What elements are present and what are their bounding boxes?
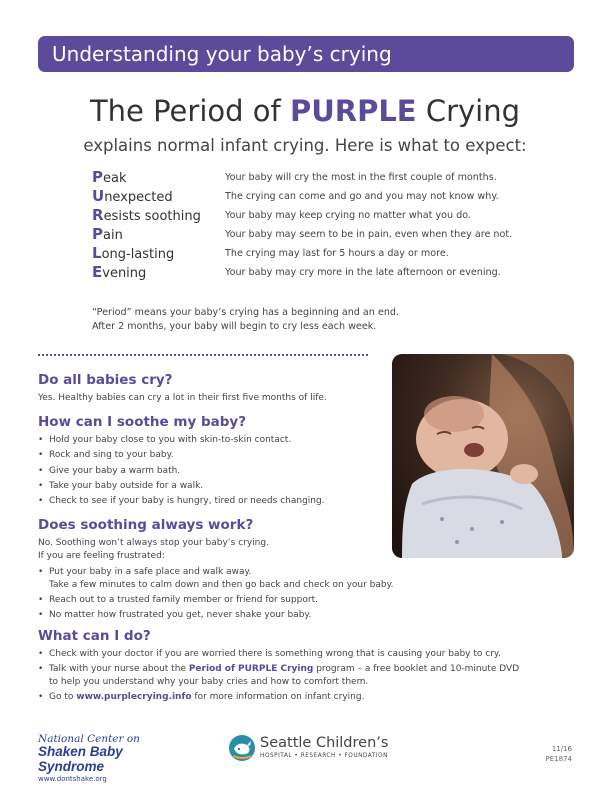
acronym-definition: Your baby will cry the most in the first couple of months. [225,172,497,183]
subtitle: explains normal infant crying. Here is what to expect: [83,136,527,155]
bullet-icon: • [38,664,44,675]
document-date: 11/16 [551,745,572,753]
list-item-text: Reach out to a trusted family member or friend for support. [49,594,318,605]
soothe-list [38,434,325,510]
ncsbs-logo [38,733,188,783]
soothing-work-text [38,537,269,563]
all-babies-cry-text: Yes. Healthy babies can cry a lot in their first five months of life. [38,393,327,403]
note-line: After 2 months, your baby will begin to cry less each week. [92,321,377,332]
heading-what-can-i-do: What can I do? [38,628,151,644]
list-item-text: Talk with your nurse about the [49,664,189,675]
seattle-childrens-name: Seattle Children’s [260,735,389,751]
bullet-icon: • [38,435,44,445]
bullet-icon: • [38,594,44,605]
list-item [38,495,325,508]
list-item [38,648,519,661]
program-name: Period of PURPLE Crying [188,664,314,675]
period-note [92,306,399,334]
what-can-i-do-list [38,648,519,706]
bullet-icon: • [38,496,44,507]
acronym-word: eak [103,171,127,186]
page-title [0,94,610,128]
list-item [38,663,519,688]
acronym-letter: L [92,244,102,262]
list-item-text: Put your baby in a safe place and walk away. [49,567,252,577]
acronym-letter: P [92,168,103,186]
list-item-text: Take your baby outside for a walk. [49,480,204,491]
heading-does-soothing-work: Does soothing always work? [38,517,254,533]
list-item-text: Hold your baby close to you with skin-to-skin contact. [49,435,292,445]
acronym-definition: The crying can come and go and you may not know why. [225,191,499,202]
list-item-text: No matter how frustrated you get, never shake your baby. [49,610,312,621]
title-prefix: The Period of [89,94,290,128]
bullet-icon: • [38,450,44,461]
list-item [38,465,325,478]
acronym-definition: The crying may last for 5 hours a day or more. [225,248,449,259]
paragraph-line: No. Soothing won’t always stop your baby’s crying. [38,538,269,548]
seattle-childrens-whale-logo-icon [228,734,256,762]
acronym-letter: P [92,225,103,243]
frustrated-list [38,566,394,624]
list-item-text: Go to [49,692,77,703]
document-code [546,745,572,764]
bullet-icon: • [38,567,44,577]
acronym-letter: U [92,187,105,205]
list-item-text: Check with your doctor if you are worried there is something wrong that is causing your baby to cry. [49,649,501,659]
ncsbs-url[interactable]: www.dontshake.org [38,775,107,783]
header-banner: Understanding your baby’s crying [38,36,574,72]
acronym-definition: Your baby may cry more in the late afternoon or evening. [225,267,501,278]
acronym-word: ong-lasting [101,247,175,262]
acronym-letter: E [92,263,103,281]
bullet-icon: • [38,480,44,491]
acronym-definition: Your baby may keep crying no matter what you do. [225,210,471,221]
list-item-text: Rock and sing to your baby. [49,450,174,461]
acronym-word: vening [102,266,147,281]
dotted-divider [38,354,368,356]
note-line: “Period” means your baby’s crying has a beginning and an end. [92,307,400,318]
ncsbs-logo-line2: Shaken Baby Syndrome [38,744,123,774]
paragraph-line: If you are feeling frustrated: [38,551,165,561]
list-item-text: for more information on infant crying. [191,692,365,703]
list-item [38,691,519,704]
acronym-definition: Your baby may seem to be in pain, even when they are not. [225,229,513,240]
acronym-word: esists soothing [103,209,201,224]
list-item-text: Take a few minutes to calm down and then go back and check on your baby. [49,579,394,590]
acronym-word: nexpected [104,190,173,205]
title-suffix: Crying [416,94,521,128]
list-item-text: Check to see if your baby is hungry, tired or needs changing. [49,496,325,507]
list-item [38,566,394,591]
title-highlight: PURPLE [289,94,417,128]
list-item [38,480,325,493]
acronym-word: ain [103,228,123,243]
bullet-icon: • [38,610,44,621]
document-number: PE1874 [545,754,572,763]
acronym-letter: R [92,206,104,224]
heading-do-all-babies-cry: Do all babies cry? [38,372,173,388]
list-item [38,609,394,622]
list-item-text: Give your baby a warm bath. [49,465,181,476]
photo-illustration [392,354,574,558]
seattle-childrens-logo [228,734,388,764]
list-item-text: program – a free booklet and 10-minute DVD [313,664,520,675]
bullet-icon: • [38,692,44,703]
list-item [38,449,325,462]
bullet-icon: • [38,649,44,659]
list-item-text: to help you understand why your baby cries and how to comfort them. [49,676,369,687]
ncsbs-logo-line1: National Center on [38,733,140,745]
list-item [38,434,325,447]
parent-holding-baby-photo [392,354,574,558]
purplecrying-link[interactable]: www.purplecrying.info [76,692,192,703]
heading-how-to-soothe: How can I soothe my baby? [38,414,247,430]
bullet-icon: • [38,465,44,476]
seattle-childrens-tagline: HOSPITAL • RESEARCH • FOUNDATION [260,753,388,759]
list-item [38,594,394,607]
